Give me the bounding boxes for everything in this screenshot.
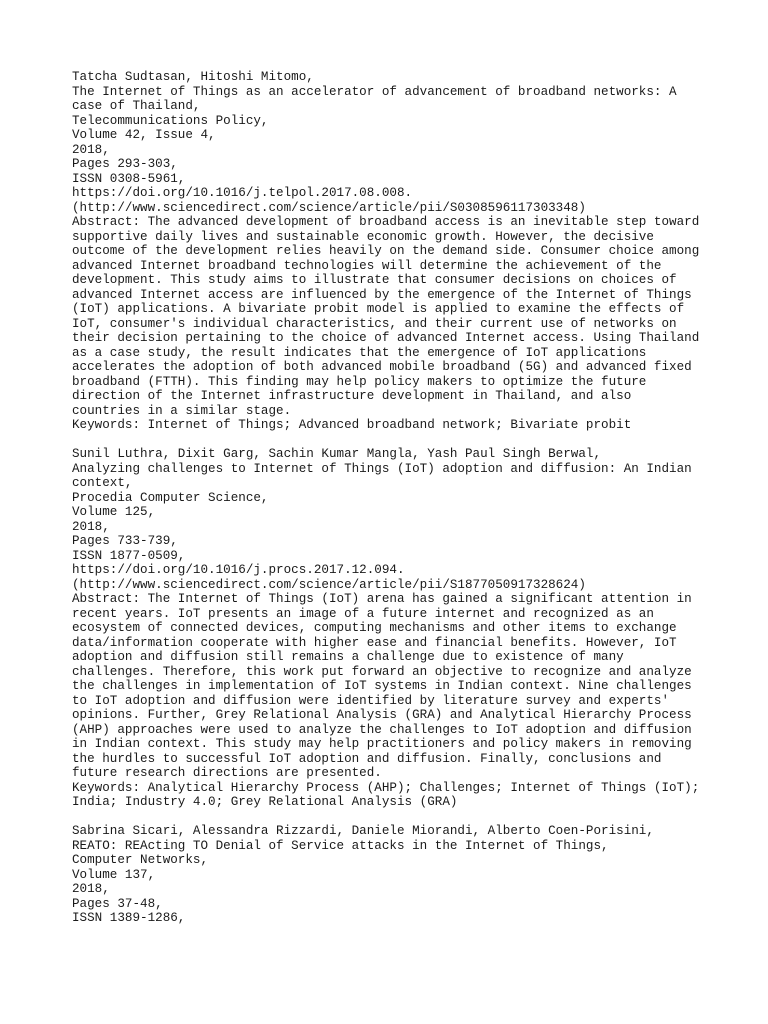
volume-line: Volume 125, bbox=[72, 505, 156, 519]
doi-line: https://doi.org/10.1016/j.procs.2017.12.094. bbox=[72, 563, 405, 577]
authors-line: Sabrina Sicari, Alessandra Rizzardi, Daniele Miorandi, Alberto Coen-Porisini, bbox=[72, 824, 654, 838]
abstract-line: to IoT adoption and diffusion were identified by literature survey and experts' bbox=[72, 693, 670, 708]
url-line: (http://www.sciencedirect.com/science/article/pii/S0308596117303348) bbox=[72, 200, 586, 215]
title-line: case of Thailand, bbox=[72, 99, 201, 113]
abstract-line: Abstract: The advanced development of broadband access is an inevitable step toward bbox=[72, 215, 700, 229]
abstract-line: in Indian context. This study may help practitioners and policy makers in removing bbox=[72, 737, 692, 751]
issn-line: ISSN 1877-0509, bbox=[72, 548, 186, 563]
abstract-line: broadband (FTTH). This finding may help policy makers to optimize the future bbox=[72, 374, 647, 389]
abstract-line: advanced Internet broadband technologies will determine the achievement of the bbox=[72, 258, 662, 273]
abstract-line: future research directions are presented. bbox=[72, 766, 382, 780]
title-line: REATO: REActing TO Denial of Service attacks in the Internet of Things, bbox=[72, 838, 609, 853]
year-line: 2018, bbox=[72, 142, 110, 157]
journal-line: Procedia Computer Science, bbox=[72, 490, 269, 505]
issn-line: ISSN 1389-1286, bbox=[72, 911, 186, 925]
abstract-line: adoption and diffusion still remains a challenge due to existence of many bbox=[72, 650, 624, 664]
keywords-line: Keywords: Analytical Hierarchy Process (AHP); Challenges; Internet of Things (IoT); bbox=[72, 780, 700, 795]
abstract-line: their decision pertaining to the choice of advanced Internet access. Using Thailand bbox=[72, 331, 700, 345]
abstract-line: IoT, consumer's individual characteristics, and their current use of networks on bbox=[72, 316, 677, 331]
keywords-line: Keywords: Internet of Things; Advanced broadband network; Bivariate probit bbox=[72, 418, 632, 432]
entry-separator bbox=[72, 810, 712, 825]
entry-separator bbox=[72, 433, 712, 448]
pages-line: Pages 37-48, bbox=[72, 896, 163, 911]
journal-line: Computer Networks, bbox=[72, 853, 209, 867]
journal-line: Telecommunications Policy, bbox=[72, 113, 269, 128]
url-line: (http://www.sciencedirect.com/science/article/pii/S1877050917328624) bbox=[72, 577, 586, 592]
keywords-line: India; Industry 4.0; Grey Relational Analysis (GRA) bbox=[72, 795, 458, 809]
abstract-line: recent years. IoT presents an image of a future internet and recognized as an bbox=[72, 606, 654, 621]
reference-entry bbox=[72, 824, 712, 926]
reference-document bbox=[72, 70, 712, 926]
abstract-line: accelerates the adoption of both advanced mobile broadband (5G) and advanced fixed bbox=[72, 360, 692, 374]
abstract-line: (IoT) applications. A bivariate probit model is applied to examine the effects of bbox=[72, 302, 685, 316]
abstract-line: as a case study, the result indicates that the emergence of IoT applications bbox=[72, 345, 647, 360]
authors-line: Tatcha Sudtasan, Hitoshi Mitomo, bbox=[72, 70, 314, 84]
abstract-line: countries in a similar stage. bbox=[72, 403, 292, 418]
year-line: 2018, bbox=[72, 882, 110, 896]
abstract-line: direction of the Internet infrastructure development in Thailand, and also bbox=[72, 389, 632, 403]
title-line: context, bbox=[72, 476, 133, 490]
authors-line: Sunil Luthra, Dixit Garg, Sachin Kumar Mangla, Yash Paul Singh Berwal, bbox=[72, 447, 602, 461]
issn-line: ISSN 0308-5961, bbox=[72, 171, 186, 186]
abstract-line: development. This study aims to illustrate that consumer decisions on choices of bbox=[72, 273, 677, 287]
year-line: 2018, bbox=[72, 519, 110, 534]
volume-line: Volume 137, bbox=[72, 867, 156, 882]
abstract-line: the challenges in implementation of IoT systems in Indian context. Nine challenges bbox=[72, 679, 692, 693]
abstract-line: outcome of the development relies heavily on the demand side. Consumer choice among bbox=[72, 244, 700, 258]
reference-entry bbox=[72, 70, 712, 433]
title-line: The Internet of Things as an accelerator of advancement of broadband networks: A bbox=[72, 84, 677, 99]
title-line: Analyzing challenges to Internet of Things (IoT) adoption and diffusion: An Indian bbox=[72, 461, 692, 476]
abstract-line: challenges. Therefore, this work put forward an objective to recognize and analyze bbox=[72, 664, 692, 679]
abstract-line: data/information cooperate with higher ease and financial benefits. However, IoT bbox=[72, 635, 677, 650]
reference-entry bbox=[72, 447, 712, 810]
abstract-line: the hurdles to successful IoT adoption and diffusion. Finally, conclusions and bbox=[72, 751, 662, 766]
pages-line: Pages 733-739, bbox=[72, 534, 178, 548]
doi-line: https://doi.org/10.1016/j.telpol.2017.08.008. bbox=[72, 186, 413, 200]
abstract-line: (AHP) approaches were used to analyze the challenges to IoT adoption and diffusion bbox=[72, 722, 692, 737]
volume-line: Volume 42, Issue 4, bbox=[72, 128, 216, 142]
pages-line: Pages 293-303, bbox=[72, 157, 178, 171]
abstract-line: Abstract: The Internet of Things (IoT) arena has gained a significant attention in bbox=[72, 592, 692, 606]
abstract-line: opinions. Further, Grey Relational Analysis (GRA) and Analytical Hierarchy Process bbox=[72, 708, 692, 722]
abstract-line: advanced Internet access are influenced by the emergence of the Internet of Things bbox=[72, 287, 692, 302]
abstract-line: ecosystem of connected devices, computing mechanisms and other items to exchange bbox=[72, 621, 677, 635]
abstract-line: supportive daily lives and sustainable economic growth. However, the decisive bbox=[72, 229, 654, 244]
